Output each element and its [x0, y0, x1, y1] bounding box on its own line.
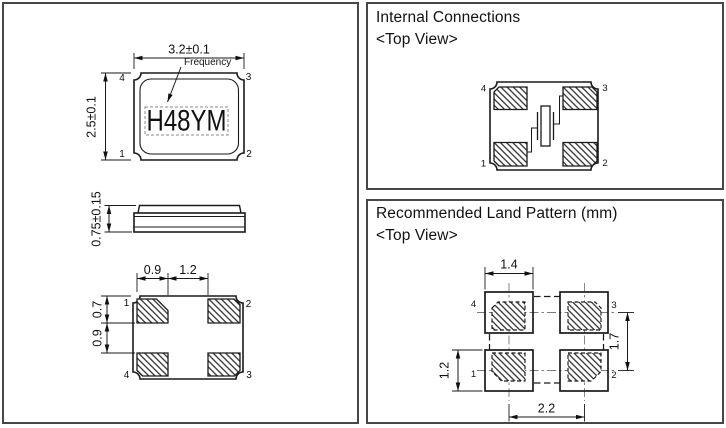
col-pitch-dimension-text: 2.2: [537, 401, 556, 416]
pin-number-2: 2: [602, 158, 608, 169]
internal-connections-diagram: [481, 82, 608, 170]
pad-height-dimension-text: 1.2: [437, 361, 452, 380]
connection-to-pin-3: [554, 96, 564, 124]
chip-pad-4-overlay: [492, 302, 525, 330]
pad-3: [563, 87, 597, 110]
pad-width-dimension-text: 0.9: [143, 263, 162, 277]
pin-number-1: 1: [480, 158, 487, 170]
land-pattern-subtitle: <Top View>: [376, 226, 458, 244]
height-dimension-text: 2.5±0.1: [84, 96, 99, 138]
width-dimension-text: 3.2±0.1: [168, 42, 210, 57]
marking-text: H48YM: [146, 104, 227, 138]
pin-number-3: 3: [602, 83, 608, 94]
pin-number-2: 2: [246, 149, 252, 160]
internal-connections-heading: [376, 7, 520, 50]
pin-number-4: 4: [123, 370, 130, 381]
crystal-element: [541, 106, 550, 146]
land-pattern-diagram: [438, 258, 635, 422]
pin-number-3: 3: [611, 300, 617, 311]
land-pattern-heading: [376, 203, 618, 246]
connection-to-pin-1: [527, 128, 538, 152]
pin-number-1: 1: [123, 298, 130, 309]
row-gap-dimension-text: 0.9: [90, 329, 105, 347]
pad-2: [563, 143, 597, 167]
pin-number-3: 3: [246, 370, 252, 381]
base-profile: [134, 213, 245, 232]
pin-number-2: 2: [245, 299, 252, 310]
lid-profile: [138, 206, 241, 214]
thickness-dimension-text: 0.75±0.15: [89, 191, 104, 247]
pin-number-3: 3: [245, 72, 252, 83]
pad-3: [208, 353, 240, 376]
pin-number-4: 4: [480, 83, 487, 95]
pad-2: [208, 299, 240, 323]
pad-4: [494, 87, 527, 110]
row-pitch-dimension-text: 1.7: [607, 332, 622, 351]
chip-pad-1-overlay: [492, 353, 525, 381]
pad-4: [137, 353, 168, 376]
pin-number-2: 2: [611, 370, 617, 381]
pin-number-4: 4: [470, 299, 477, 310]
package-side-view: [90, 191, 246, 247]
pad-1: [494, 143, 527, 167]
internal-connections-title: Internal Connections: [376, 9, 521, 26]
chip-pad-3-overlay: [568, 302, 601, 330]
pad-width-dimension-text: 1.4: [500, 257, 518, 272]
pin-number-1: 1: [119, 149, 125, 160]
pad-gap-dimension-text: 1.2: [179, 263, 197, 277]
pin-number-1: 1: [470, 369, 477, 380]
package-top-view: [85, 43, 253, 161]
top-margin-dimension-text: 0.7: [90, 300, 105, 319]
internal-connections-subtitle: <Top View>: [376, 30, 458, 48]
chip-pad-2-overlay: [568, 353, 601, 381]
frequency-label: Frequency: [184, 57, 232, 68]
land-pattern-title: Recommended Land Pattern (mm): [376, 205, 618, 222]
pin-number-4: 4: [119, 73, 125, 84]
pad-1: [137, 299, 168, 323]
package-bottom-view: [91, 263, 253, 381]
